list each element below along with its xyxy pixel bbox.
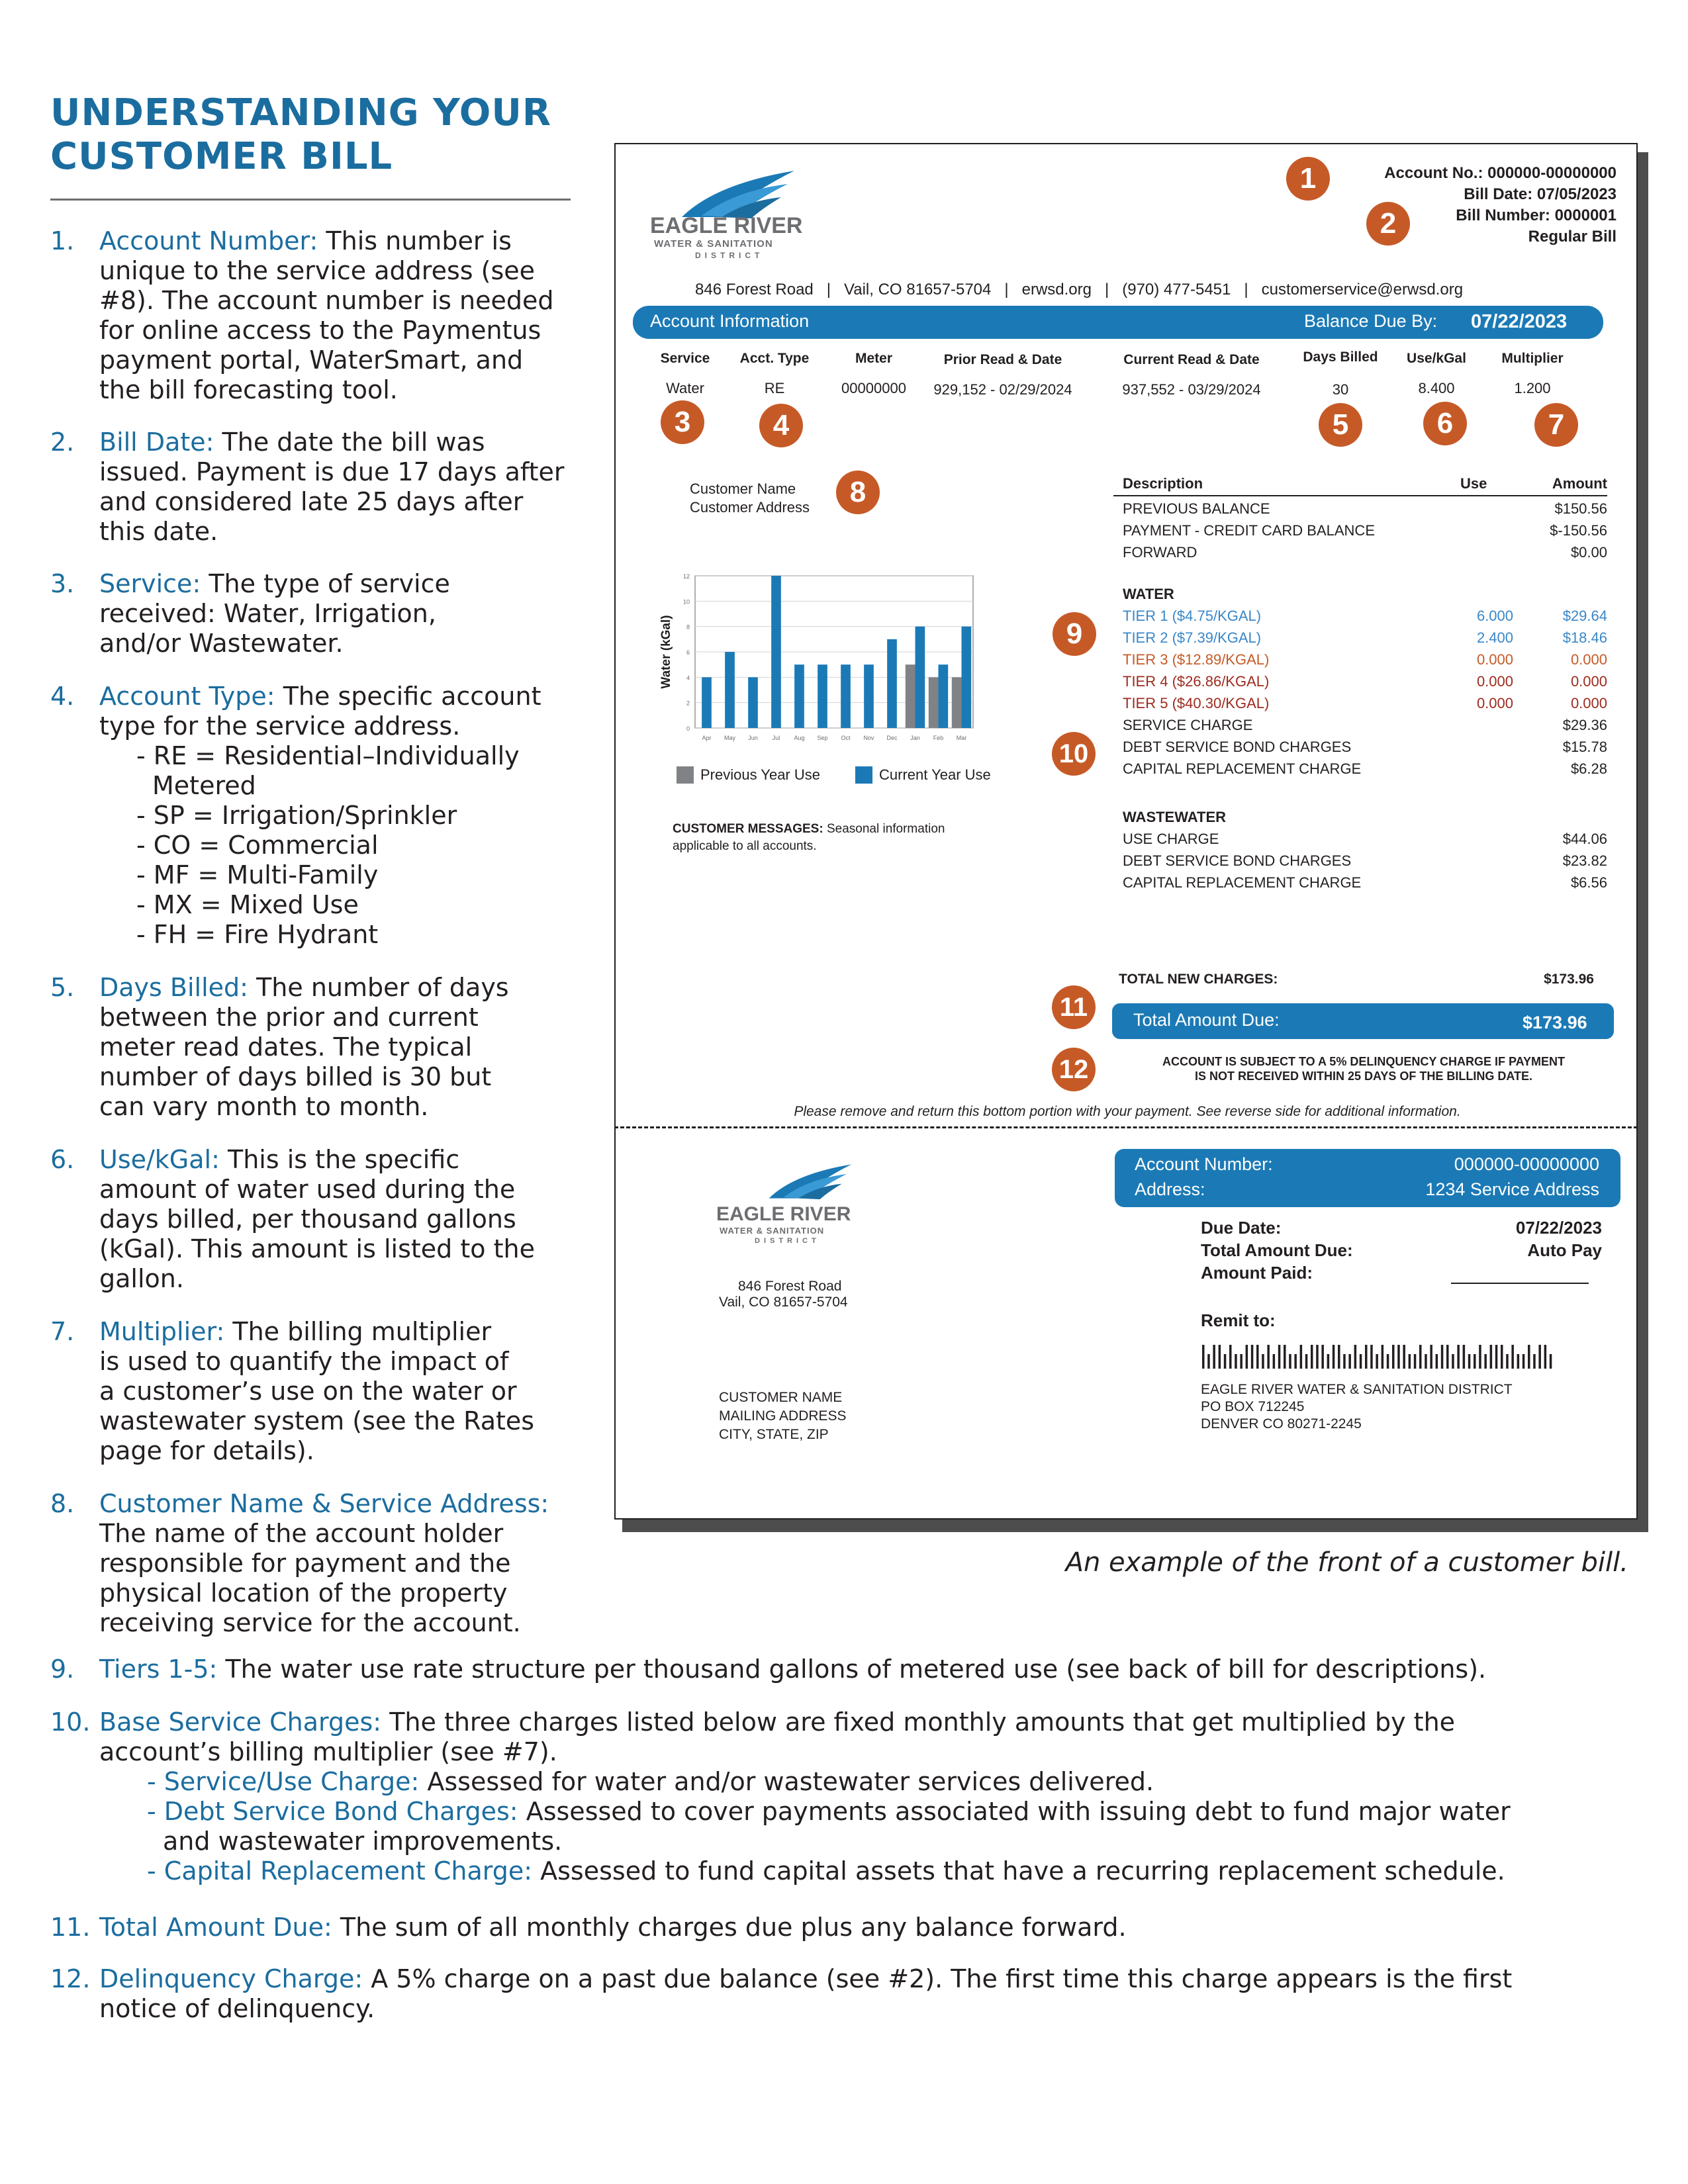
chart-x-tick: Mar [956, 735, 967, 741]
postal-barcode-icon [1202, 1343, 1560, 1370]
barcode-bar [1300, 1345, 1303, 1369]
barcode-bar [1202, 1345, 1205, 1369]
chart-x-tick: Dec [886, 735, 898, 741]
chart-bar-current [771, 576, 781, 728]
chart-bar-current [962, 627, 972, 728]
chart-bar-previous [952, 677, 962, 728]
barcode-bar [1338, 1345, 1340, 1369]
tier-row-use: 2.400 [1476, 629, 1513, 646]
barcode-bar [1430, 1345, 1432, 1369]
barcode-bar [1240, 1354, 1243, 1369]
barcode-bar [1207, 1354, 1210, 1369]
chart-x-tick: Feb [933, 735, 944, 741]
customer-messages-line2: applicable to all accounts. [673, 839, 817, 853]
total-new-charges-label: TOTAL NEW CHARGES: [1119, 972, 1278, 987]
barcode-bar [1348, 1354, 1351, 1369]
total-amount-due-label: Total Amount Due: [1133, 1010, 1280, 1030]
col-header-service: Service [660, 351, 710, 366]
due-date-label: Due Date: [1201, 1218, 1282, 1238]
guide-item-base-service-charges: Base Service Charges: The three charges listed below are fixed monthly amounts that get multiplied by the account’s billing multiplier (see #7). [99, 1707, 1456, 1766]
chart-bar-current [748, 677, 758, 728]
cell-current-read: 937,552 - 03/29/2024 [1122, 381, 1261, 398]
amount-paid-label: Amount Paid: [1201, 1263, 1313, 1283]
chart-bar-previous [906, 664, 915, 728]
barcode-bar [1289, 1354, 1291, 1369]
stub-logo-district: DISTRICT [755, 1237, 820, 1245]
delinquency-notice-line2: IS NOT RECEIVED WITHIN 25 DAYS OF THE BILLING DATE. [1194, 1069, 1533, 1083]
item-number: 12. [50, 1964, 91, 1993]
guide-item-account-number: Account Number: This number is unique to the service address (see #8). The account number is needed for online access to the Paymentus payment portal, WaterSmart, and the bill forecasting tool. [99, 226, 554, 404]
water-charge-row-amount: $29.36 [1562, 717, 1607, 733]
barcode-bar [1479, 1345, 1481, 1369]
usage-chart [642, 561, 1000, 799]
balance-due-date: 07/22/2023 [1471, 311, 1568, 332]
chart-x-tick: Nov [863, 735, 874, 741]
col-header-multiplier: Multiplier [1501, 351, 1564, 366]
title-divider [50, 199, 571, 201]
tier-row-desc: TIER 5 ($40.30/KGAL) [1123, 695, 1270, 711]
guide-item-multiplier: Multiplier: The billing multiplier is used to quantify the impact of a customer’s use on the water or wastewater system (see the Rates page for details). [99, 1317, 535, 1465]
account-type-list: - RE = Residential–Individually Metered - SP = Irrigation/Sprinkler - CO = Commercial - MF = Multi-Family - MX = Mixed Use - FH = Fire Hydrant [136, 741, 520, 949]
guide-item-tiers: Tiers 1-5: The water use rate structure per thousand gallons of metered use (see back of bill for descriptions). [99, 1655, 1487, 1684]
col-header-meter: Meter [855, 351, 893, 366]
charges-header-amount: Amount [1552, 475, 1607, 492]
tear-line [614, 1126, 1638, 1128]
tier-row-amount: 0.000 [1570, 651, 1607, 668]
barcode-bar [1425, 1354, 1427, 1369]
customer-address: Customer Address [690, 499, 810, 516]
tier-row-amount: $29.64 [1562, 608, 1607, 624]
guide-item-days-billed: Days Billed: The number of days between the prior and current meter read dates. The typical number of days billed is 30 but can vary month to month. [99, 973, 509, 1121]
tier-row-desc: TIER 4 ($26.86/KGAL) [1123, 673, 1270, 690]
chart-x-tick: Aug [794, 735, 805, 741]
stub-address-label: Address: [1135, 1179, 1205, 1199]
col-header-acct-type: Acct. Type [739, 351, 810, 366]
summary-row-desc: PREVIOUS BALANCE [1123, 500, 1270, 517]
item-number: 11. [50, 1913, 91, 1942]
item-number: 9. [50, 1655, 75, 1684]
col-header-use-kgal: Use/kGal [1407, 351, 1466, 366]
chart-y-tick: 10 [682, 598, 690, 606]
barcode-bar [1550, 1354, 1552, 1369]
tier-row-use: 0.000 [1476, 651, 1513, 668]
chart-bar-current [725, 652, 735, 728]
item-number: 1. [50, 226, 75, 255]
barcode-bar [1305, 1354, 1308, 1369]
bill-type: Regular Bill [1528, 228, 1617, 246]
wastewater-charge-row-amount: $6.56 [1570, 874, 1607, 891]
barcode-bar [1463, 1345, 1466, 1369]
barcode-bar [1333, 1345, 1335, 1369]
balance-due-label: Balance Due By: [1304, 311, 1438, 331]
customer-messages: CUSTOMER MESSAGES: Seasonal information [673, 822, 945, 836]
barcode-bar [1235, 1354, 1237, 1369]
callout-badge-4: 4 [759, 404, 803, 447]
barcode-bar [1382, 1345, 1384, 1369]
summary-row-desc: PAYMENT - CREDIT CARD BALANCE [1123, 522, 1375, 539]
callout-badge-1: 1 [1286, 157, 1330, 201]
tier-row-amount: $18.46 [1562, 629, 1607, 646]
summary-row-amount: $-150.56 [1550, 522, 1607, 539]
chart-x-tick: Oct [841, 735, 851, 741]
water-charge-row-amount: $6.28 [1570, 760, 1607, 777]
item-number: 6. [50, 1145, 75, 1174]
tier-row-desc: TIER 1 ($4.75/KGAL) [1123, 608, 1262, 624]
legend-swatch-current [855, 766, 872, 784]
chart-bar-current [887, 639, 897, 728]
legend-current: Current Year Use [879, 766, 991, 783]
barcode-bar [1446, 1345, 1449, 1369]
total-new-charges: $173.96 [1544, 972, 1594, 987]
barcode-bar [1246, 1345, 1248, 1369]
barcode-bar [1484, 1354, 1487, 1369]
item-number: 8. [50, 1489, 75, 1518]
callout-badge-7: 7 [1534, 403, 1578, 447]
barcode-bar [1528, 1345, 1530, 1369]
chart-bar-current [818, 664, 827, 728]
water-charge-row-desc: DEBT SERVICE BOND CHARGES [1123, 739, 1352, 755]
sample-bill [614, 143, 1638, 1520]
col-header-prior-read: Prior Read & Date [943, 352, 1062, 367]
stub-account-number: 000000-00000000 [1454, 1154, 1599, 1174]
tier-row-desc: TIER 2 ($7.39/KGAL) [1123, 629, 1262, 646]
wastewater-charge-row-desc: CAPITAL REPLACEMENT CHARGE [1123, 874, 1362, 891]
callout-badge-2: 2 [1366, 202, 1410, 246]
tier-row-use: 6.000 [1476, 608, 1513, 624]
district-street: 846 Forest Road [738, 1279, 842, 1294]
callout-badge-5: 5 [1319, 403, 1362, 447]
barcode-bar [1251, 1345, 1254, 1369]
chart-x-tick: Jul [772, 735, 780, 741]
barcode-bar [1294, 1354, 1297, 1369]
stub-logo-subtitle: WATER & SANITATION [720, 1226, 825, 1236]
summary-row-desc: FORWARD [1123, 544, 1197, 561]
wastewater-charge-row-desc: DEBT SERVICE BOND CHARGES [1123, 852, 1352, 869]
bill-caption: An example of the front of a customer bill. [1065, 1547, 1628, 1578]
stub-address: 1234 Service Address [1425, 1179, 1599, 1199]
water-charge-row-amount: $15.78 [1562, 739, 1607, 755]
chart-x-tick: May [724, 735, 736, 741]
item-number: 5. [50, 973, 75, 1002]
guide-item-account-type: Account Type: The specific account type for the service address. [99, 682, 541, 741]
customer-name: Customer Name [690, 480, 796, 497]
callout-badge-3: 3 [661, 400, 704, 444]
barcode-bar [1517, 1354, 1520, 1369]
water-charge-row-desc: CAPITAL REPLACEMENT CHARGE [1123, 760, 1362, 777]
guide-item-customer-name: Customer Name & Service Address: The name of the account holder responsible for payment and the physical location of the property receiving service for the account. [99, 1489, 549, 1637]
total-amount-due: $173.96 [1523, 1013, 1587, 1032]
barcode-bar [1436, 1354, 1438, 1369]
callout-badge-11: 11 [1052, 985, 1096, 1029]
barcode-bar [1327, 1354, 1330, 1369]
barcode-bar [1311, 1345, 1313, 1369]
guide-item-service: Service: The type of service received: Water, Irrigation, and/or Wastewater. [99, 569, 450, 658]
stub-total-due: Auto Pay [1527, 1240, 1602, 1260]
wastewater-section-label-desc: WASTEWATER [1123, 809, 1227, 825]
cell-prior-read: 929,152 - 02/29/2024 [933, 381, 1072, 398]
guide-item-use-kgal: Use/kGal: This is the specific amount of water used during the days billed, per thousand gallons (kGal). This amount is listed to the gallon. [99, 1145, 535, 1293]
barcode-bar [1321, 1345, 1324, 1369]
cell-meter: 00000000 [841, 380, 906, 396]
barcode-bar [1387, 1354, 1389, 1369]
barcode-bar [1376, 1354, 1378, 1369]
charges-header-rule [1113, 495, 1607, 496]
guide-item-bill-date: Bill Date: The date the bill was issued. Payment is due 17 days after and considered late 25 days after this date. [99, 428, 565, 546]
col-header-current-read: Current Read & Date [1123, 352, 1260, 367]
chart-bar-current [794, 664, 804, 728]
barcode-bar [1538, 1345, 1541, 1369]
item-number: 2. [50, 428, 75, 457]
barcode-bar [1267, 1345, 1270, 1369]
eagle-logo-icon [764, 1160, 857, 1203]
barcode-bar [1441, 1345, 1444, 1369]
chart-y-tick: 12 [682, 573, 690, 580]
barcode-bar [1544, 1345, 1547, 1369]
barcode-bar [1354, 1345, 1357, 1369]
chart-y-tick: 2 [686, 700, 690, 707]
barcode-bar [1262, 1354, 1264, 1369]
charges-header-use: Use [1460, 475, 1487, 492]
summary-row-amount: $150.56 [1554, 500, 1607, 517]
callout-badge-12: 12 [1052, 1048, 1096, 1091]
item-number: 4. [50, 682, 75, 711]
tier-row-amount: 0.000 [1570, 695, 1607, 711]
barcode-bar [1495, 1345, 1498, 1369]
legend-previous: Previous Year Use [700, 766, 820, 783]
logo-subtitle: WATER & SANITATION [654, 238, 773, 250]
barcode-bar [1213, 1345, 1215, 1369]
summary-row-amount: $0.00 [1570, 544, 1607, 561]
barcode-bar [1316, 1345, 1319, 1369]
logo-district: DISTRICT [695, 251, 764, 260]
chart-x-tick: Sep [817, 735, 828, 741]
contact-line: 846 Forest Road | Vail, CO 81657-5704 | erwsd.org | (970) 477-5451 | customerservice@erwsd.org [695, 281, 1464, 298]
barcode-bar [1284, 1345, 1286, 1369]
cell-days-billed: 30 [1332, 381, 1349, 398]
chart-bar-current [841, 664, 851, 728]
barcode-bar [1343, 1354, 1346, 1369]
remit-label: Remit to: [1201, 1310, 1276, 1330]
mailing-name: CUSTOMER NAME [719, 1390, 843, 1405]
barcode-bar [1360, 1354, 1362, 1369]
cell-acct-type: RE [764, 380, 785, 396]
barcode-bar [1452, 1354, 1454, 1369]
barcode-bar [1523, 1354, 1525, 1369]
barcode-bar [1370, 1345, 1373, 1369]
account-info-label: Account Information [650, 311, 810, 331]
cell-multiplier: 1.200 [1514, 380, 1551, 396]
chart-y-tick: 0 [686, 725, 690, 732]
barcode-bar [1468, 1354, 1471, 1369]
stub-account-number-label: Account Number: [1135, 1154, 1273, 1174]
account-number: Account No.: 000000-00000000 [1384, 164, 1617, 182]
barcode-bar [1273, 1354, 1276, 1369]
remit-line-3: DENVER CO 80271-2245 [1201, 1416, 1362, 1432]
bill-number: Bill Number: 0000001 [1456, 206, 1617, 224]
chart-bar-current [702, 677, 712, 728]
amount-paid-field[interactable] [1451, 1283, 1589, 1284]
callout-badge-10: 10 [1052, 732, 1096, 776]
page-title: UNDERSTANDING YOUR CUSTOMER BILL [50, 91, 551, 178]
tier-row-desc: TIER 3 ($12.89/KGAL) [1123, 651, 1270, 668]
water-section-label-desc: WATER [1123, 586, 1174, 602]
chart-y-tick: 6 [686, 649, 690, 656]
barcode-bar [1419, 1345, 1422, 1369]
base-charge-list: - Service/Use Charge: Assessed for water and/or wastewater services delivered. - Debt Service Bond Charges: Assessed to cover payments associated with issuing debt to fund major water and wastewater improvements. - Capital Replacement Charge: Assessed to fund capital assets that have a recurring replacement schedule. [147, 1767, 1511, 1886]
item-number: 7. [50, 1317, 75, 1346]
chart-x-tick: Jun [748, 735, 758, 741]
chart-y-tick: 4 [686, 674, 690, 682]
chart-x-tick: Jan [910, 735, 920, 741]
callout-badge-6: 6 [1423, 402, 1467, 445]
water-charge-row-desc: SERVICE CHARGE [1123, 717, 1253, 733]
cell-use-kgal: 8.400 [1418, 380, 1455, 396]
tier-row-use: 0.000 [1476, 695, 1513, 711]
tier-row-use: 0.000 [1476, 673, 1513, 690]
col-header-days-billed: Days Billed [1303, 349, 1378, 365]
barcode-bar [1511, 1345, 1514, 1369]
mailing-address: MAILING ADDRESS [719, 1408, 847, 1424]
tear-off-note: Please remove and return this bottom portion with your payment. See reverse side for additional information. [794, 1104, 1461, 1119]
barcode-bar [1392, 1345, 1395, 1369]
barcode-bar [1474, 1354, 1476, 1369]
due-date: 07/22/2023 [1515, 1218, 1602, 1238]
callout-badge-8: 8 [836, 471, 880, 514]
barcode-bar [1490, 1345, 1493, 1369]
barcode-bar [1224, 1354, 1227, 1369]
chart-bar-current [915, 627, 925, 728]
barcode-bar [1457, 1345, 1460, 1369]
barcode-bar [1403, 1345, 1405, 1369]
chart-y-tick: 8 [686, 623, 690, 631]
bill-date: Bill Date: 07/05/2023 [1464, 185, 1617, 203]
barcode-bar [1219, 1345, 1221, 1369]
item-number: 10. [50, 1707, 91, 1737]
barcode-bar [1506, 1354, 1509, 1369]
stub-logo-name: EAGLE RIVER [716, 1203, 851, 1225]
barcode-bar [1414, 1354, 1417, 1369]
tier-row-amount: 0.000 [1570, 673, 1607, 690]
item-number: 3. [50, 569, 75, 598]
barcode-bar [1365, 1345, 1368, 1369]
mailing-city: CITY, STATE, ZIP [719, 1427, 829, 1442]
wastewater-charge-row-amount: $23.82 [1562, 852, 1607, 869]
barcode-bar [1229, 1345, 1232, 1369]
chart-bar-current [864, 664, 874, 728]
chart-x-tick: Apr [702, 735, 712, 741]
guide-item-delinquency-charge: Delinquency Charge: A 5% charge on a past due balance (see #2). The first time this charge appears is the first notice of delinquency. [99, 1964, 1513, 2023]
chart-bar-previous [929, 677, 939, 728]
legend-swatch-previous [677, 766, 694, 784]
guide-item-total-amount-due: Total Amount Due: The sum of all monthly charges due plus any balance forward. [99, 1913, 1127, 1942]
delinquency-notice-line1: ACCOUNT IS SUBJECT TO A 5% DELINQUENCY CHARGE IF PAYMENT [1162, 1055, 1566, 1068]
chart-bar-current [939, 664, 949, 728]
remit-line-1: EAGLE RIVER WATER & SANITATION DISTRICT [1201, 1382, 1513, 1397]
barcode-bar [1278, 1345, 1281, 1369]
callout-badge-9: 9 [1053, 612, 1096, 656]
stub-total-due-label: Total Amount Due: [1201, 1240, 1353, 1260]
wastewater-charge-row-desc: USE CHARGE [1123, 831, 1219, 847]
district-city: Vail, CO 81657-5704 [719, 1295, 848, 1310]
chart-y-axis-label: Water (kGal) [659, 615, 673, 689]
charges-header-description: Description [1123, 475, 1203, 492]
barcode-bar [1397, 1345, 1400, 1369]
barcode-bar [1533, 1354, 1536, 1369]
logo-name: EAGLE RIVER [650, 213, 803, 238]
barcode-bar [1256, 1345, 1259, 1369]
wastewater-charge-row-amount: $44.06 [1562, 831, 1607, 847]
remit-line-2: PO BOX 712245 [1201, 1399, 1305, 1414]
cell-service: Water [666, 380, 704, 396]
barcode-bar [1501, 1345, 1503, 1369]
barcode-bar [1409, 1354, 1411, 1369]
